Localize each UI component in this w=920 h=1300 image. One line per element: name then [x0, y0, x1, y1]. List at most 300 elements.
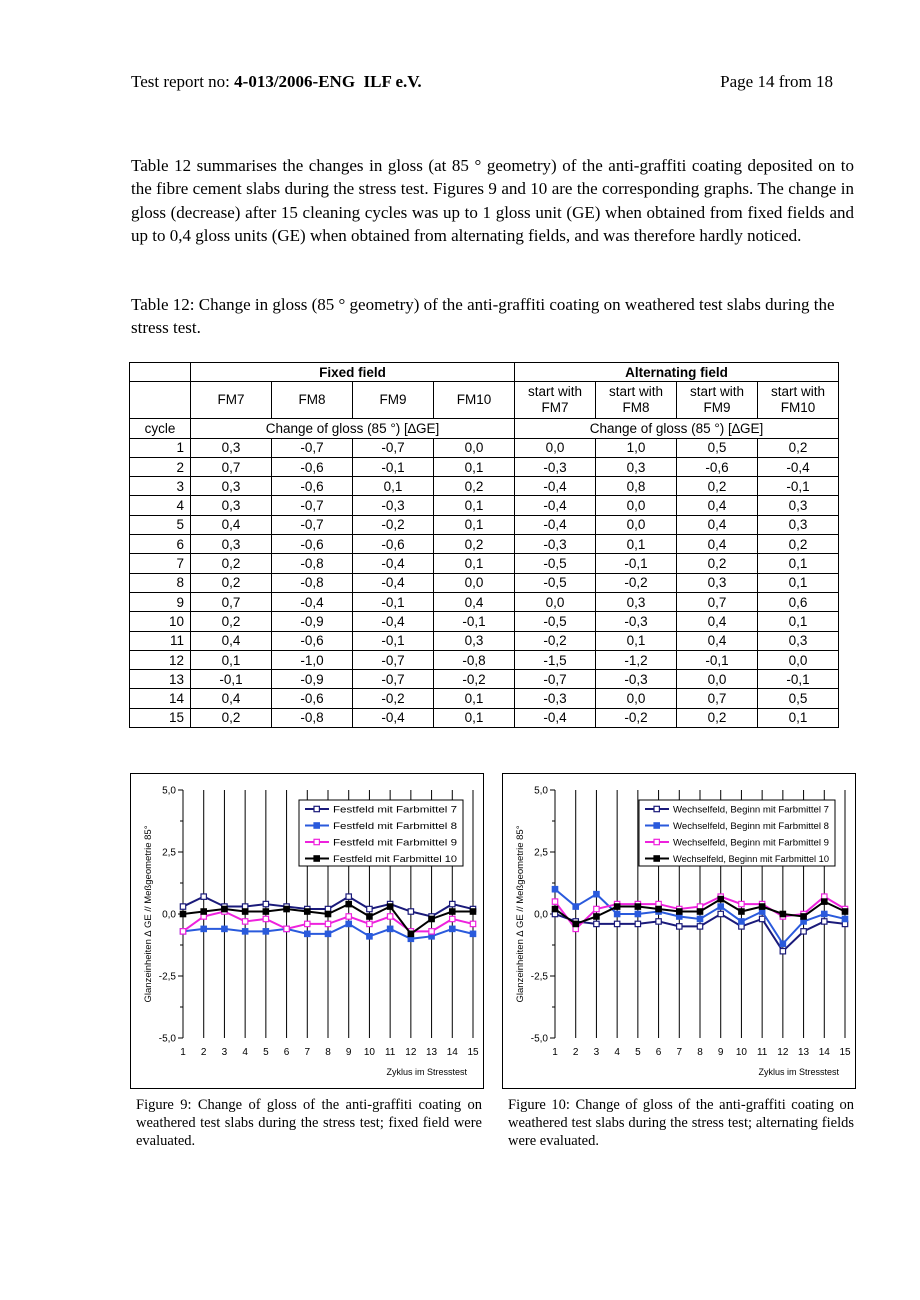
data-point — [739, 919, 744, 924]
data-point — [635, 904, 640, 909]
data-point — [242, 909, 247, 914]
value-cell: -0,4 — [272, 592, 353, 611]
value-cell: -0,4 — [515, 515, 596, 534]
value-cell: 0,3 — [758, 515, 839, 534]
data-point — [801, 914, 806, 919]
value-cell: 0,4 — [677, 612, 758, 631]
table-caption: Table 12: Change in gloss (85 ° geometry) of the anti-graffiti coating on weathered test slabs during the stress test. — [131, 295, 835, 338]
data-point — [180, 911, 185, 916]
data-point — [573, 921, 578, 926]
data-point — [614, 921, 619, 926]
value-cell: -0,4 — [758, 457, 839, 476]
value-cell: 0,1 — [434, 457, 515, 476]
y-tick-label: -2,5 — [158, 971, 176, 983]
data-point — [201, 926, 206, 931]
legend-swatch-marker — [654, 806, 659, 811]
value-cell: 0,2 — [677, 708, 758, 727]
data-point — [594, 921, 599, 926]
value-cell: -0,1 — [353, 592, 434, 611]
value-cell: -0,6 — [272, 477, 353, 496]
value-cell: -0,1 — [434, 612, 515, 631]
value-cell: 0,3 — [758, 631, 839, 650]
value-cell: 0,2 — [677, 554, 758, 573]
value-cell: -0,8 — [272, 573, 353, 592]
value-cell: 0,1 — [434, 554, 515, 573]
y-tick-label: 5,0 — [162, 785, 176, 797]
value-cell: -0,1 — [353, 631, 434, 650]
y-tick-label: -5,0 — [158, 1033, 176, 1045]
value-cell: 0,1 — [758, 708, 839, 727]
value-cell: -0,6 — [272, 631, 353, 650]
cycle-cell: 10 — [130, 612, 191, 631]
data-point — [822, 911, 827, 916]
table-row — [130, 631, 839, 650]
org-name: ILF e.V. — [363, 72, 422, 91]
data-point — [594, 891, 599, 896]
table-row — [130, 670, 839, 689]
data-point — [635, 921, 640, 926]
data-point — [470, 909, 475, 914]
data-point — [677, 909, 682, 914]
value-cell: 0,3 — [191, 535, 272, 554]
corner-cell — [130, 363, 191, 382]
value-cell: 0,4 — [191, 515, 272, 534]
value-cell: -0,1 — [191, 670, 272, 689]
value-cell: -0,7 — [353, 650, 434, 669]
data-point — [697, 916, 702, 921]
value-cell: -0,7 — [272, 438, 353, 457]
legend-entry: Wechselfeld, Beginn mit Farbmittel 8 — [673, 820, 829, 831]
figure-9-chart — [130, 773, 484, 1089]
value-cell: 0,2 — [191, 612, 272, 631]
value-cell: 0,1 — [596, 631, 677, 650]
x-tick-label: 15 — [839, 1047, 851, 1058]
value-cell: -0,8 — [434, 650, 515, 669]
legend-entry: Wechselfeld, Beginn mit Farbmittel 7 — [673, 804, 829, 815]
x-tick-label: 3 — [221, 1047, 228, 1058]
x-tick-label: 9 — [345, 1047, 352, 1058]
data-point — [697, 924, 702, 929]
data-point — [429, 929, 434, 934]
legend-swatch-marker — [314, 839, 319, 844]
cycle-cell: 2 — [130, 457, 191, 476]
x-tick-label: 3 — [593, 1047, 600, 1058]
value-cell: -0,8 — [272, 708, 353, 727]
value-cell: 0,1 — [434, 689, 515, 708]
y-axis-label: Glanzeinheiten ∆ GE // Meßgeometrie 85° — [515, 825, 526, 1003]
data-point — [429, 916, 434, 921]
x-tick-label: 13 — [426, 1047, 438, 1058]
data-point — [346, 901, 351, 906]
value-cell: -0,3 — [515, 457, 596, 476]
value-cell: -0,3 — [596, 670, 677, 689]
cycle-cell: 9 — [130, 592, 191, 611]
data-point — [718, 896, 723, 901]
value-cell: -0,2 — [515, 631, 596, 650]
value-cell: 0,4 — [677, 515, 758, 534]
figure-9-svg — [131, 774, 483, 1088]
data-point — [346, 914, 351, 919]
value-cell: -0,4 — [353, 708, 434, 727]
x-tick-label: 13 — [798, 1047, 810, 1058]
table-row — [130, 496, 839, 515]
value-cell: -0,2 — [596, 708, 677, 727]
data-point — [263, 909, 268, 914]
corner-cell — [130, 382, 191, 419]
value-cell: 0,4 — [677, 631, 758, 650]
value-cell: 0,4 — [677, 535, 758, 554]
value-cell: 0,3 — [596, 592, 677, 611]
x-tick-label: 5 — [263, 1047, 269, 1058]
data-point — [325, 921, 330, 926]
value-cell: 0,2 — [191, 708, 272, 727]
table-row — [130, 650, 839, 669]
data-point — [780, 949, 785, 954]
data-point — [180, 904, 185, 909]
value-cell: -1,2 — [596, 650, 677, 669]
value-cell: 0,5 — [758, 689, 839, 708]
cycle-cell: 7 — [130, 554, 191, 573]
value-cell: -0,5 — [515, 573, 596, 592]
value-cell: 0,0 — [515, 592, 596, 611]
data-point — [305, 921, 310, 926]
data-point — [822, 919, 827, 924]
legend-swatch-marker — [314, 806, 319, 811]
data-point — [573, 904, 578, 909]
col-header: FM8 — [272, 382, 353, 419]
value-cell: -1,0 — [272, 650, 353, 669]
table-row — [130, 592, 839, 611]
x-tick-label: 14 — [446, 1047, 458, 1058]
value-cell: 0,4 — [191, 631, 272, 650]
y-tick-label: 5,0 — [534, 785, 548, 797]
table-row — [130, 708, 839, 727]
data-point — [367, 921, 372, 926]
value-cell: 0,1 — [758, 554, 839, 573]
table-group-row — [130, 363, 839, 382]
value-cell: 0,2 — [677, 477, 758, 496]
data-point — [450, 901, 455, 906]
x-tick-label: 11 — [756, 1047, 768, 1058]
x-tick-label: 12 — [405, 1047, 417, 1058]
col-header: start with FM9 — [677, 382, 758, 419]
data-point — [594, 914, 599, 919]
data-point — [656, 919, 661, 924]
value-cell: -0,7 — [353, 438, 434, 457]
value-cell: 0,2 — [434, 535, 515, 554]
data-point — [470, 921, 475, 926]
value-cell: -0,5 — [515, 612, 596, 631]
data-point — [594, 906, 599, 911]
data-point — [263, 916, 268, 921]
value-cell: 0,3 — [191, 477, 272, 496]
value-cell: 0,4 — [434, 592, 515, 611]
value-cell: -1,5 — [515, 650, 596, 669]
data-point — [677, 924, 682, 929]
data-point — [284, 926, 289, 931]
value-cell: -0,2 — [434, 670, 515, 689]
y-tick-label: -5,0 — [530, 1033, 548, 1045]
value-cell: -0,3 — [353, 496, 434, 515]
data-point — [718, 904, 723, 909]
data-point — [470, 931, 475, 936]
value-cell: -0,7 — [272, 496, 353, 515]
data-point — [367, 914, 372, 919]
data-point — [408, 909, 413, 914]
x-tick-label: 2 — [200, 1047, 207, 1058]
value-cell: 0,0 — [596, 496, 677, 515]
value-cell: 1,0 — [596, 438, 677, 457]
value-cell: 0,0 — [758, 650, 839, 669]
data-point — [739, 901, 744, 906]
value-cell: 0,2 — [434, 477, 515, 496]
col-header: FM7 — [191, 382, 272, 419]
cycle-cell: 1 — [130, 438, 191, 457]
data-point — [180, 929, 185, 934]
data-point — [450, 916, 455, 921]
y-tick-label: 0,0 — [162, 909, 176, 921]
figure-10-svg — [503, 774, 855, 1088]
x-tick-label: 6 — [283, 1047, 290, 1058]
value-cell: 0,0 — [596, 515, 677, 534]
y-tick-label: -2,5 — [530, 971, 548, 983]
x-tick-label: 9 — [717, 1047, 724, 1058]
data-point — [305, 909, 310, 914]
data-point — [718, 911, 723, 916]
data-point — [759, 916, 764, 921]
value-cell: 0,7 — [191, 592, 272, 611]
legend-swatch-marker — [314, 823, 319, 828]
data-point — [801, 929, 806, 934]
col-header: FM9 — [353, 382, 434, 419]
data-point — [242, 929, 247, 934]
value-cell: 0,1 — [434, 515, 515, 534]
value-cell: 0,1 — [353, 477, 434, 496]
x-tick-label: 10 — [363, 1047, 375, 1058]
summary-paragraph: Table 12 summarises the changes in gloss (at 85 ° geometry) of the anti-graffiti coating deposited on to the fibre cement slabs during the stress test. Figures 9 and 10 are the corresponding graphs. The change in gloss (decrease) after 15 cleaning cycles was up to 1 gloss unit (GE) when obtained from fixed fields and up to 0,4 gloss units (GE) when obtained from alternating fields, and was therefore hardly noticed. — [131, 156, 854, 245]
x-tick-label: 12 — [777, 1047, 789, 1058]
value-cell: -0,1 — [758, 477, 839, 496]
legend-swatch-marker — [654, 823, 659, 828]
x-tick-label: 6 — [655, 1047, 662, 1058]
table-row — [130, 438, 839, 457]
value-cell: 0,0 — [596, 689, 677, 708]
data-point — [842, 916, 847, 921]
value-cell: 0,2 — [758, 438, 839, 457]
data-point — [305, 931, 310, 936]
report-number-line — [131, 72, 422, 92]
group-fixed-field: Fixed field — [191, 363, 515, 382]
value-cell: -0,6 — [272, 535, 353, 554]
value-cell: 0,8 — [596, 477, 677, 496]
data-point — [635, 911, 640, 916]
value-cell: -0,8 — [272, 554, 353, 573]
value-cell: 0,1 — [434, 708, 515, 727]
x-tick-label: 2 — [572, 1047, 579, 1058]
data-point — [263, 929, 268, 934]
x-tick-label: 7 — [304, 1047, 311, 1058]
figure-9-caption: Figure 9: Change of gloss of the anti-graffiti coating on weathered test slabs during the stress test; fixed field were evaluated. — [136, 1097, 482, 1149]
data-point — [346, 894, 351, 899]
value-cell: 0,3 — [191, 438, 272, 457]
cycle-cell: 4 — [130, 496, 191, 515]
data-point — [614, 911, 619, 916]
data-point — [697, 909, 702, 914]
y-axis-label: Glanzeinheiten ∆ GE // Meßgeometrie 85° — [143, 825, 154, 1003]
x-tick-label: 8 — [325, 1047, 331, 1058]
data-point — [842, 909, 847, 914]
data-point — [201, 909, 206, 914]
data-point — [450, 909, 455, 914]
value-cell: -0,9 — [272, 612, 353, 631]
cycle-cell: 6 — [130, 535, 191, 554]
table-row — [130, 457, 839, 476]
data-point — [346, 921, 351, 926]
cycle-cell: 13 — [130, 670, 191, 689]
value-cell: -0,4 — [353, 573, 434, 592]
data-point — [780, 911, 785, 916]
figure-10-caption: Figure 10: Change of gloss of the anti-graffiti coating on weathered test slabs during the stress test; alternating fields were evaluated. — [508, 1097, 854, 1149]
data-point — [552, 887, 557, 892]
value-cell: -0,7 — [272, 515, 353, 534]
value-cell: 0,1 — [758, 573, 839, 592]
value-cell: -0,6 — [677, 457, 758, 476]
unit-alternating: Change of gloss (85 °) [∆GE] — [515, 419, 839, 438]
value-cell: -0,6 — [272, 689, 353, 708]
legend-entry: Wechselfeld, Beginn mit Farbmittel 10 — [673, 853, 829, 864]
y-tick-label: 2,5 — [162, 847, 176, 859]
x-tick-label: 7 — [676, 1047, 683, 1058]
x-axis-label: Zyklus im Stresstest — [758, 1067, 839, 1077]
figure-10-chart — [502, 773, 856, 1089]
value-cell: 0,1 — [434, 496, 515, 515]
data-point — [614, 904, 619, 909]
table-column-header-row — [130, 382, 839, 419]
legend-swatch-marker — [654, 839, 659, 844]
value-cell: 0,1 — [596, 535, 677, 554]
data-point — [222, 906, 227, 911]
report-number: 4-013/2006-ENG — [234, 72, 356, 91]
value-cell: -0,6 — [272, 457, 353, 476]
legend-entry: Festfeld mit Farbmittel 10 — [333, 853, 457, 864]
table-row — [130, 477, 839, 496]
data-point — [739, 909, 744, 914]
legend-entry: Festfeld mit Farbmittel 9 — [333, 837, 457, 848]
cycle-cell: 3 — [130, 477, 191, 496]
org-spacer — [355, 72, 364, 91]
data-point — [367, 906, 372, 911]
data-point — [284, 906, 289, 911]
x-tick-label: 10 — [735, 1047, 747, 1058]
cycle-cell: 11 — [130, 631, 191, 650]
value-cell: -0,4 — [353, 612, 434, 631]
value-cell: -0,5 — [515, 554, 596, 573]
value-cell: -0,1 — [353, 457, 434, 476]
legend-entry: Festfeld mit Farbmittel 7 — [333, 804, 457, 815]
cycle-label: cycle — [130, 419, 191, 438]
legend-swatch-marker — [654, 856, 659, 861]
data-point — [822, 899, 827, 904]
value-cell: -0,2 — [353, 515, 434, 534]
x-tick-label: 11 — [384, 1047, 396, 1058]
value-cell: 0,0 — [515, 438, 596, 457]
value-cell: 0,2 — [191, 573, 272, 592]
value-cell: 0,7 — [191, 457, 272, 476]
value-cell: -0,4 — [353, 554, 434, 573]
table-row — [130, 689, 839, 708]
table-row — [130, 515, 839, 534]
value-cell: -0,7 — [515, 670, 596, 689]
value-cell: -0,4 — [515, 477, 596, 496]
value-cell: -0,1 — [758, 670, 839, 689]
y-tick-label: 0,0 — [534, 909, 548, 921]
x-tick-label: 15 — [467, 1047, 479, 1058]
value-cell: -0,3 — [515, 535, 596, 554]
value-cell: 0,0 — [677, 670, 758, 689]
data-point — [387, 904, 392, 909]
cycle-cell: 14 — [130, 689, 191, 708]
value-cell: 0,2 — [191, 554, 272, 573]
value-cell: -0,4 — [515, 708, 596, 727]
data-point — [387, 914, 392, 919]
table-row — [130, 573, 839, 592]
data-point — [222, 926, 227, 931]
data-point — [552, 899, 557, 904]
value-cell: 0,1 — [191, 650, 272, 669]
value-cell: 0,7 — [677, 592, 758, 611]
report-prefix: Test report no: — [131, 72, 235, 91]
x-tick-label: 5 — [635, 1047, 641, 1058]
x-axis-label: Zyklus im Stresstest — [386, 1067, 467, 1077]
col-header: start with FM7 — [515, 382, 596, 419]
value-cell: 0,3 — [191, 496, 272, 515]
value-cell: -0,3 — [596, 612, 677, 631]
table-row — [130, 612, 839, 631]
value-cell: 0,1 — [758, 612, 839, 631]
x-tick-label: 8 — [697, 1047, 703, 1058]
data-point — [242, 919, 247, 924]
legend-swatch-marker — [314, 856, 319, 861]
legend-entry: Festfeld mit Farbmittel 8 — [333, 820, 457, 831]
data-point — [450, 926, 455, 931]
value-cell: 0,6 — [758, 592, 839, 611]
value-cell: 0,0 — [434, 573, 515, 592]
value-cell: 0,4 — [677, 496, 758, 515]
value-cell: -0,4 — [515, 496, 596, 515]
col-header: start with FM10 — [758, 382, 839, 419]
x-tick-label: 4 — [242, 1047, 248, 1058]
value-cell: 0,2 — [758, 535, 839, 554]
value-cell: 0,3 — [596, 457, 677, 476]
gloss-table — [129, 362, 839, 728]
value-cell: 0,7 — [677, 689, 758, 708]
data-point — [201, 894, 206, 899]
value-cell: 0,4 — [191, 689, 272, 708]
value-cell: -0,2 — [353, 689, 434, 708]
data-point — [408, 931, 413, 936]
value-cell: 0,5 — [677, 438, 758, 457]
x-tick-label: 1 — [552, 1047, 558, 1058]
table-row — [130, 535, 839, 554]
x-tick-label: 4 — [614, 1047, 620, 1058]
value-cell: -0,3 — [515, 689, 596, 708]
value-cell: -0,6 — [353, 535, 434, 554]
value-cell: 0,0 — [434, 438, 515, 457]
x-tick-label: 1 — [180, 1047, 186, 1058]
table-row — [130, 554, 839, 573]
data-point — [325, 931, 330, 936]
data-point — [325, 911, 330, 916]
